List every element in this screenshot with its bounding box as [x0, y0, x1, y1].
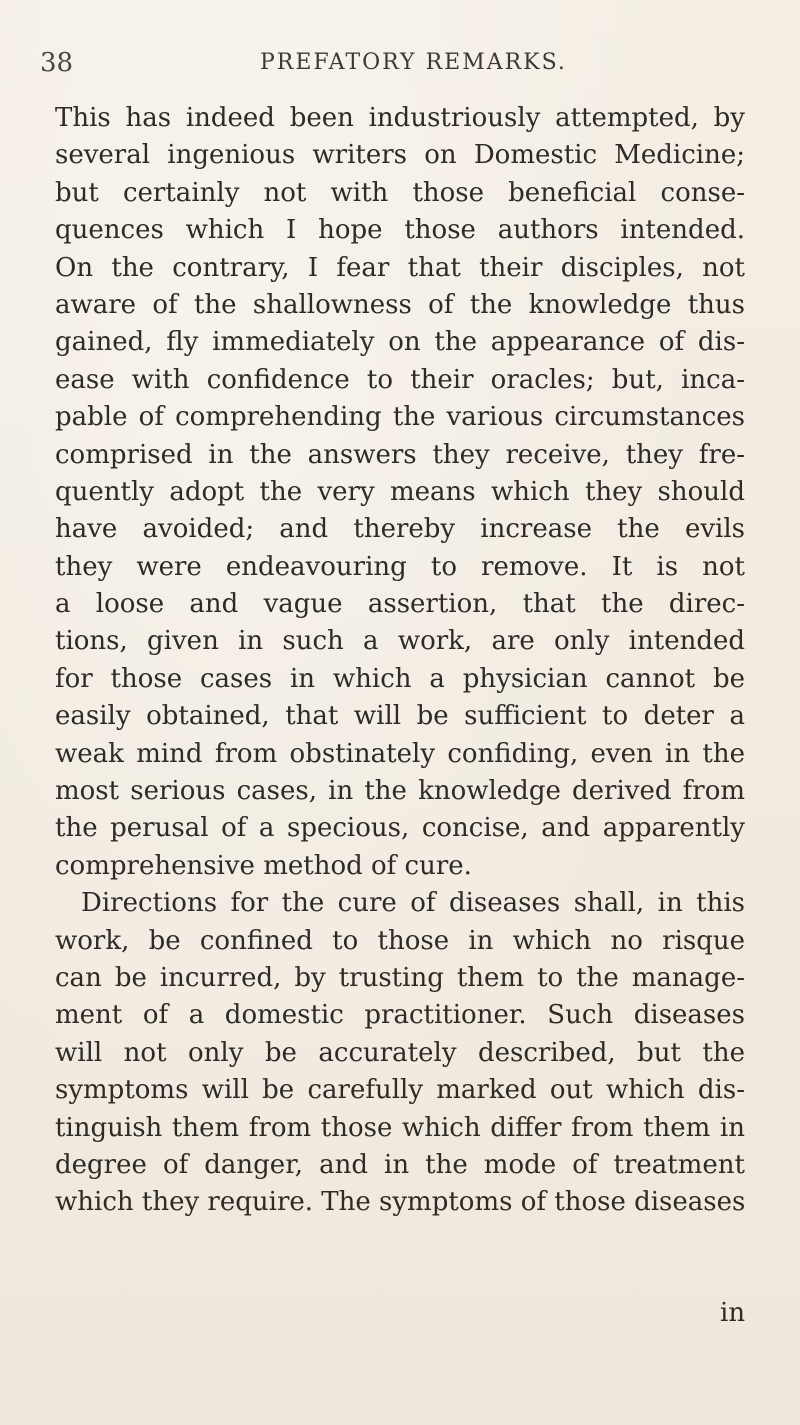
text-line: This has indeed been industriously attempted, by	[55, 103, 745, 133]
text-line: several ingenious writers on Domestic Medicine;	[55, 140, 745, 171]
text-line: they were endeavouring to remove. It is not	[55, 551, 745, 582]
page-header	[40, 48, 760, 88]
text-line: work, be confined to those in which no risque	[55, 925, 745, 956]
text-line: gained, fly immediately on the appearance of dis-	[55, 327, 745, 358]
text-line: aware of the shallowness of the knowledge thus	[55, 289, 745, 320]
text-line: but certainly not with those beneficial conse-	[55, 177, 745, 208]
running-head: PREFATORY REMARKS.	[260, 50, 567, 75]
text-line: can be incurred, by trusting them to the manage-	[55, 962, 745, 993]
text-line: quently adopt the very means which they should	[55, 476, 745, 507]
text-line: pable of comprehending the various circumstances	[55, 402, 745, 433]
body-text	[55, 100, 745, 1222]
text-line: have avoided; and thereby increase the evils	[55, 514, 745, 545]
text-line: symptoms will be carefully marked out which dis-	[55, 1075, 745, 1106]
text-line: ease with confidence to their oracles; but, inca-	[55, 364, 745, 395]
catchword: in	[720, 1298, 746, 1328]
page-number: 38	[40, 48, 74, 78]
paragraph-first-line: Directions for the cure of diseases shall, in this	[81, 888, 745, 919]
text-line: easily obtained, that will be sufficient to deter a	[55, 701, 745, 732]
text-line: tions, given in such a work, are only intended	[55, 626, 745, 657]
text-line: which they require. The symptoms of those diseases	[55, 1187, 746, 1218]
text-line: quences which I hope those authors intended.	[55, 215, 745, 246]
text-line: will not only be accurately described, but the	[55, 1037, 745, 1068]
text-line: tinguish them from those which differ from them in	[55, 1112, 745, 1143]
text-line: ment of a domestic practitioner. Such diseases	[55, 1000, 745, 1031]
text-line: degree of danger, and in the mode of treatment	[55, 1149, 745, 1180]
text-line: a loose and vague assertion, that the direc-	[55, 589, 745, 620]
text-line: the perusal of a specious, concise, and apparently	[55, 813, 745, 844]
text-line: On the contrary, I fear that their disciples, not	[55, 252, 745, 283]
text-line: comprehensive method of cure.	[55, 850, 472, 881]
text-line: comprised in the answers they receive, they fre-	[55, 439, 745, 470]
text-line: most serious cases, in the knowledge derived from	[55, 776, 745, 807]
text-line: for those cases in which a physician cannot be	[55, 663, 745, 694]
text-line: weak mind from obstinately confiding, even in the	[55, 738, 745, 769]
